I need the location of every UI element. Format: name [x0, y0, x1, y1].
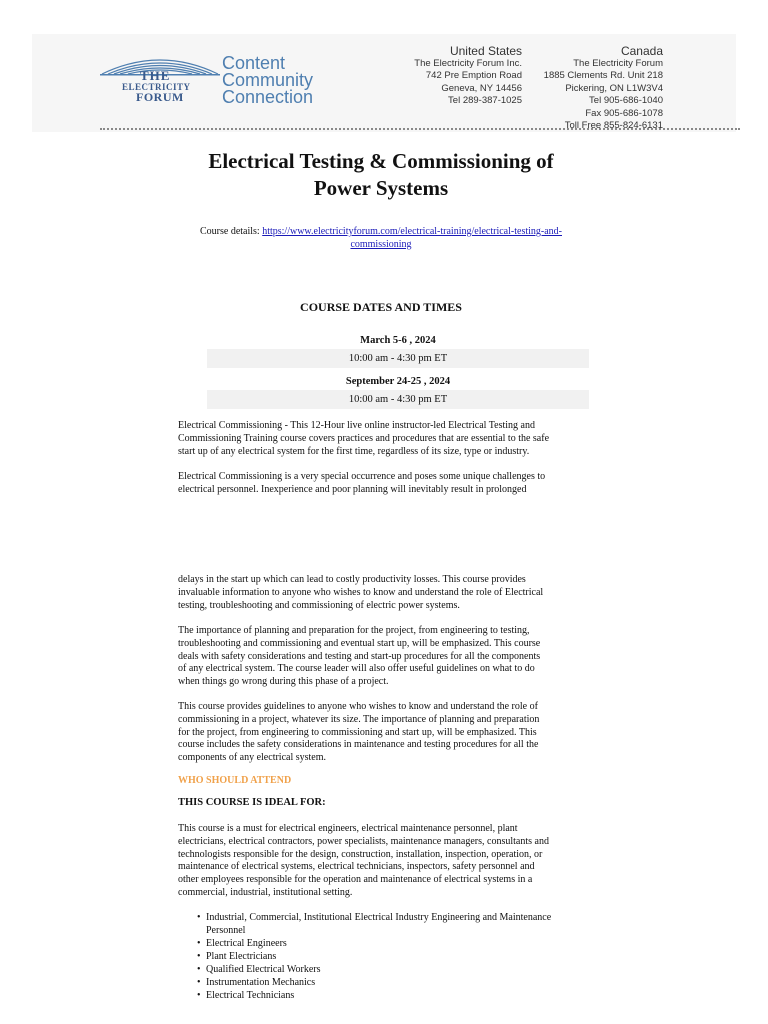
text-line: maintenance of electrical systems, electrical technicians, inspectors, safety personnel and — [178, 861, 535, 873]
tagline-line: Connection — [222, 87, 314, 107]
who-should-attend-heading: WHO SHOULD ATTEND — [178, 775, 292, 786]
canada-fax: Fax 905-686-1078 — [585, 107, 663, 119]
list-item — [178, 937, 590, 950]
ideal-for-heading: THIS COURSE IS IDEAL FOR: — [178, 797, 326, 808]
text-line: commercial, industrial, institutional setting. — [178, 886, 353, 898]
us-address-line: Geneva, NY 14456 — [441, 82, 522, 94]
session-time: 10:00 am - 4:30 pm ET — [207, 349, 589, 368]
course-details-link-cont[interactable]: commissioning — [350, 238, 412, 250]
us-country: United States — [449, 44, 522, 58]
text-line: start up of any electrical system for the first time, regardless of its size, type or industry. — [178, 445, 530, 457]
session-time: 10:00 am - 4:30 pm ET — [207, 390, 589, 409]
list-item — [178, 989, 590, 1002]
text-line: technologists responsible for the design, construction, installation, inspection, operation, or — [178, 848, 543, 860]
audience-paragraph — [178, 823, 590, 900]
audience-list — [178, 911, 590, 1002]
intro-paragraph — [178, 420, 590, 458]
list-item-text: Electrical Technicians — [206, 990, 295, 1001]
list-item-text: Industrial, Commercial, Institutional Electrical Industry Engineering and Maintenance — [206, 912, 552, 923]
list-item — [178, 976, 590, 989]
logo-text-forum: FORUM — [136, 90, 184, 104]
delays-paragraph — [178, 574, 590, 612]
us-address — [414, 44, 522, 108]
list-item-text: Qualified Electrical Workers — [206, 964, 321, 975]
text-line: deals with safety considerations and testing and start-up procedures for all the components — [178, 650, 541, 662]
text-line: delays in the start up which can lead to costly productivity losses. This course provides — [178, 574, 526, 585]
canada-address — [544, 44, 663, 132]
tagline — [222, 55, 313, 106]
challenge-paragraph — [178, 471, 590, 497]
logo-text-electricity: ELECTRICITY — [122, 82, 191, 92]
text-line: electrical personnel. Inexperience and poor planning will inevitably result in prolonged — [178, 483, 527, 495]
us-address-line: 742 Pre Emption Road — [425, 70, 522, 82]
text-line: Electrical Commissioning is a very special occurrence and poses some unique challenges to — [178, 471, 546, 482]
us-address-line: The Electricity Forum Inc. — [414, 58, 522, 69]
planning-paragraph — [178, 625, 590, 689]
canada-address-line: Pickering, ON L1W3V4 — [565, 82, 663, 94]
text-line: other employees responsible for the operation and maintenance of electrical systems in a — [178, 874, 533, 886]
guidelines-paragraph — [178, 701, 590, 765]
text-line: Commissioning Training course covers practices and procedures that are essential to the safe — [178, 432, 550, 444]
course-details — [150, 226, 612, 251]
list-item — [178, 911, 590, 937]
session-date: September 24-25 , 2024 — [345, 376, 451, 387]
list-item — [178, 950, 590, 963]
text-line: course includes the safety considerations in maintenance and testing procedures for all the — [178, 739, 539, 751]
text-line: of any electrical system. The course leader will also offer useful guidelines on what to do — [178, 663, 535, 675]
canada-address-line: 1885 Clements Rd. Unit 218 — [543, 70, 663, 82]
text-line: invaluable information to anyone who wishes to know and understand the role of Electrical — [178, 586, 544, 598]
us-phone: Tel 289-387-1025 — [448, 95, 522, 107]
canada-address-line: The Electricity Forum — [573, 58, 663, 69]
text-line: commissioning in a project, whatever its size. The importance of planning and preparation — [178, 713, 540, 725]
tagline-line: Content — [222, 53, 286, 73]
dates-heading: COURSE DATES AND TIMES — [300, 300, 462, 314]
text-line: The importance of planning and preparation for the project, from engineering to testing, — [178, 625, 530, 636]
list-item — [178, 963, 590, 976]
page-title — [150, 148, 612, 202]
logo-text-the: THE — [140, 68, 171, 83]
text-line: This course is a must for electrical engineers, electrical maintenance personnel, plant — [178, 823, 518, 834]
canada-toll-free: Toll Free 855-824-6131 — [564, 120, 663, 132]
text-line: electricians, electrical contractors, power specialists, maintenance managers, consultants and — [178, 835, 549, 847]
text-line: for the project, from engineering to commissioning and start up, will be emphasized. This — [178, 726, 537, 738]
text-line: Electrical Commissioning - This 12-Hour live online instructor-led Electrical Testing and — [178, 420, 535, 431]
text-line: components of any electrical system. — [178, 752, 327, 764]
text-line: This course provides guidelines to anyone who wishes to know and understand the role of — [178, 701, 538, 712]
course-details-link[interactable]: https://www.electricityforum.com/electrical-training/electrical-testing-and- — [262, 226, 562, 237]
list-item-text: Plant Electricians — [206, 951, 277, 962]
title-line: Electrical Testing & Commissioning of — [208, 149, 554, 173]
header-divider — [100, 128, 740, 130]
course-details-label: Course details: — [199, 226, 263, 237]
list-item-text: Electrical Engineers — [206, 938, 287, 949]
text-line: when things go wrong during this phase of a project. — [178, 676, 389, 688]
canada-phone: Tel 905-686-1040 — [589, 95, 663, 107]
text-line: troubleshooting and commissioning and eventual start up, will be emphasized. This course — [178, 637, 541, 649]
title-line: Power Systems — [313, 176, 449, 200]
text-line: testing, troubleshooting and commissioning of electric power systems. — [178, 599, 460, 611]
session-date: March 5-6 , 2024 — [360, 335, 436, 346]
tagline-line: Community — [222, 70, 314, 90]
canada-country: Canada — [620, 44, 663, 58]
list-item-text: Personnel — [206, 925, 246, 936]
list-item-text: Instrumentation Mechanics — [206, 977, 316, 988]
